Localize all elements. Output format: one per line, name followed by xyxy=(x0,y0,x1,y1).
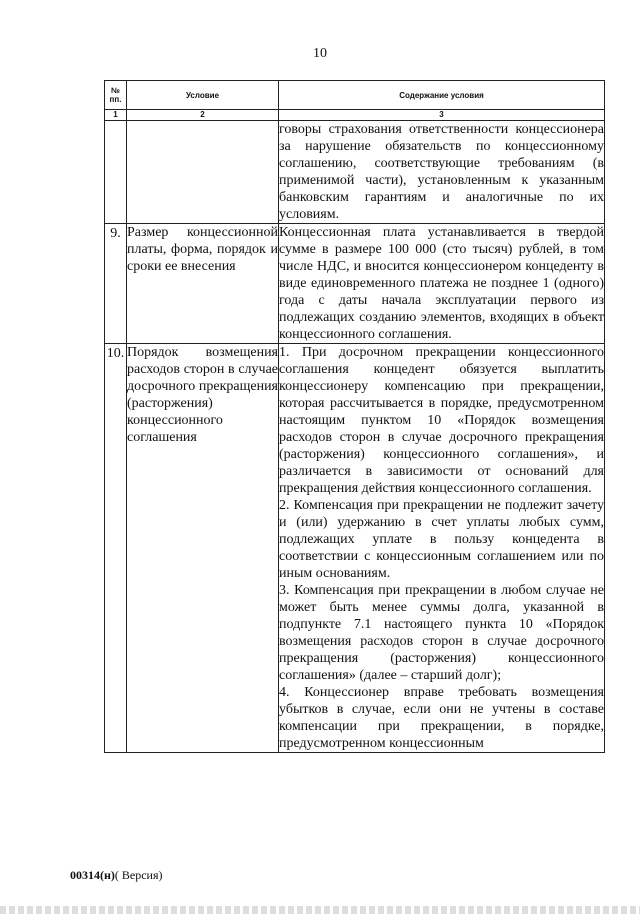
conditions-table xyxy=(104,80,605,753)
scan-edge-strip xyxy=(0,906,640,914)
header-condition: Условие xyxy=(127,81,279,110)
content-paragraph: 4. Концессионер вправе требовать возмещения убытков в случае, если они не учтены в составе компенсации при прекращении, в порядке, предусмотренном концессионным xyxy=(279,685,604,751)
table-row xyxy=(105,344,605,753)
table-header-row xyxy=(105,81,605,110)
row-content: говоры страхования ответственности концессионера за нарушение обязательств по концессионному соглашению, соответствующие требованиям (в применимой части), установленным к указанным банковским гарантиям и аналогичные по их условиям. xyxy=(279,122,604,222)
row-content xyxy=(279,344,605,753)
column-number: 2 xyxy=(127,110,279,121)
column-number: 1 xyxy=(105,110,127,121)
row-condition xyxy=(127,121,279,224)
row-content: Концессионная плата устанавливается в твердой сумме в размере 100 000 (сто тысяч) рублей, в том числе НДС, и вносится концессионером концеденту в виде единовременного платежа не позднее 1 (одного) года с даты начала эксплуатации первого из подлежащих созданию элементов, входящих в объект концессионного соглашения. xyxy=(279,225,604,342)
page-number: 10 xyxy=(313,46,327,61)
content-paragraph: 3. Компенсация при прекращении в любом случае не может быть менее суммы долга, указанной в подпункте 7.1 настоящего пункта 10 «Порядок возмещения расходов сторон в случае досрочного прекращения (расторжения) концессионного соглашения» (далее – старший долг); xyxy=(279,583,604,683)
row-number: 9. xyxy=(105,224,127,344)
header-number: № пп. xyxy=(105,81,127,110)
column-number: 3 xyxy=(279,110,605,121)
column-number-row xyxy=(105,110,605,121)
table-row xyxy=(105,224,605,344)
content-paragraph: 2. Компенсация при прекращении не подлежит зачету и (или) удержанию в счет уплаты любых сумм, подлежащих уплате в пользу концедента в соответствии с концессионным соглашением или по иным основаниям. xyxy=(279,498,604,581)
footer-code xyxy=(70,868,163,883)
version-label: ( Версия) xyxy=(114,868,163,882)
header-content: Содержание условия xyxy=(279,81,605,110)
row-number: 10. xyxy=(105,344,127,753)
row-number xyxy=(105,121,127,224)
row-condition: Размер концессионной платы, форма, порядок и сроки ее внесения xyxy=(127,224,279,344)
document-code: 00314(н) xyxy=(70,868,115,882)
row-condition: Порядок возмещения расходов сторон в случае досрочного прекращения (расторжения) концессионного соглашения xyxy=(127,344,279,753)
content-paragraph: 1. При досрочном прекращении концессионного соглашения концедент обязуется выплатить концессионеру компенсацию при прекращении, которая рассчитывается в порядке, предусмотренном настоящим пунктом 10 «Порядок возмещения расходов сторон в случае досрочного прекращения (расторжения) концессионного соглашения», и различается в зависимости от оснований для прекращения действия концессионного соглашения. xyxy=(279,345,604,496)
table-row xyxy=(105,121,605,224)
